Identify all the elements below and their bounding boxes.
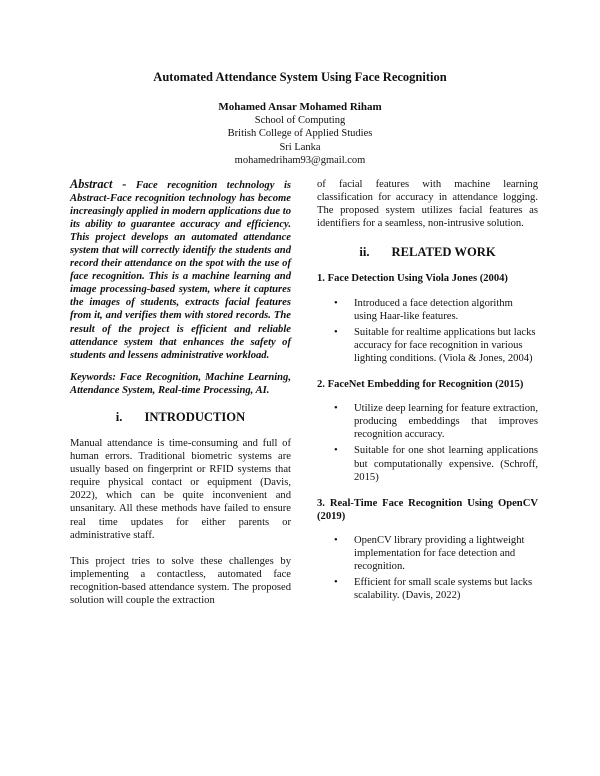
abstract-text: Face recognition technology is Abstract-Face recognition technology has become increasingly applied in modern applications due to its ability to guarantee accuracy and efficiency. This project develops an automated attendance system that will correctly identify the students and record their attendance on the spot with the use of face recognition. This is a machine learning and image processing-based system, where it captures the images of students, extracts facial features from it, and verifies them with stored records. The result of the project is efficient and reliable attendance system that enhances the safety of students and lessens administrative workload. [70, 180, 292, 361]
bullet-icon: • [334, 326, 338, 338]
list-item [317, 326, 538, 365]
bullet-list [317, 297, 538, 365]
related-item-title: 2. FaceNet Embedding for Recognition (2015) [317, 379, 524, 391]
section-heading-introduction [70, 411, 291, 424]
list-item-text: Introduced a face detection algorithm using Haar-like features. [354, 297, 513, 322]
affiliation-college: British College of Applied Studies [227, 128, 373, 140]
bullet-icon: • [334, 297, 338, 309]
bullet-icon: • [334, 534, 338, 546]
related-item [317, 378, 538, 484]
affiliation-country: Sri Lanka [279, 141, 321, 153]
author-block [0, 101, 600, 167]
bullet-list [317, 402, 538, 484]
section-heading-related-work [317, 246, 538, 259]
section-number: ii. [359, 245, 370, 260]
intro-paragraph-1: Manual attendance is time-consuming and full of human errors. Traditional biometric systems are usually based on fingerprint or RFID systems that require physical contact or equipment (Davis, 2022), which can be quite inconvenient and unsanitary. All these methods have failed to ensure real time updates for either parents or administrative staff. [70, 437, 291, 541]
section-number: i. [115, 409, 123, 424]
list-item-text: Efficient for small scale systems but lacks scalability. (Davis, 2022) [354, 577, 533, 602]
list-item-text: OpenCV library providing a lightweight implementation for face detection and recognition. [354, 534, 525, 573]
section-title: RELATED WORK [391, 245, 496, 260]
author-email: mohamedriham93@gmail.com [234, 154, 366, 166]
related-item-title: 3. Real-Time Face Recognition Using OpenCV (2019) [317, 497, 538, 522]
affiliation-school: School of Computing [254, 115, 346, 127]
abstract [70, 178, 291, 362]
list-item [317, 576, 538, 602]
list-item [317, 444, 538, 483]
intro-paragraph-continued: of facial features with machine learning classification for accuracy in attendance logging. The proposed system utilizes facial features as identifiers for a seamless, non-intrusive solution. [317, 179, 538, 230]
author-name: Mohamed Ansar Mohamed Riham [218, 101, 382, 113]
related-item [317, 272, 538, 365]
list-item [317, 297, 538, 323]
list-item [317, 402, 538, 441]
list-item [317, 534, 538, 573]
related-item-title: 1. Face Detection Using Viola Jones (2004) [317, 273, 508, 285]
list-item-text: Utilize deep learning for feature extraction, producing embeddings that improves recognition accuracy. [354, 403, 538, 441]
section-title: INTRODUCTION [144, 409, 246, 424]
bullet-icon: • [334, 577, 338, 589]
bullet-list [317, 534, 538, 602]
related-item [317, 497, 538, 603]
paper-title: Automated Attendance System Using Face Recognition [153, 70, 447, 84]
abstract-lead: Abstract - [70, 177, 127, 191]
bullet-icon: • [334, 403, 338, 415]
left-column [70, 178, 291, 620]
keywords: Keywords: Face Recognition, Machine Learning, Attendance System, Real-time Processing, AI. [70, 371, 291, 396]
intro-paragraph-2: This project tries to solve these challenges by implementing a contactless, automated face recognition-based attendance system. The proposed solution will couple the extraction [70, 555, 291, 606]
list-item-text: Suitable for realtime applications but lacks accuracy for face recognition in various lighting conditions. (Viola & Jones, 2004) [354, 326, 536, 364]
right-column [317, 178, 538, 605]
bullet-icon: • [334, 445, 338, 457]
list-item-text: Suitable for one shot learning applications but computationally expensive. (Schroff, 2015) [354, 445, 538, 483]
